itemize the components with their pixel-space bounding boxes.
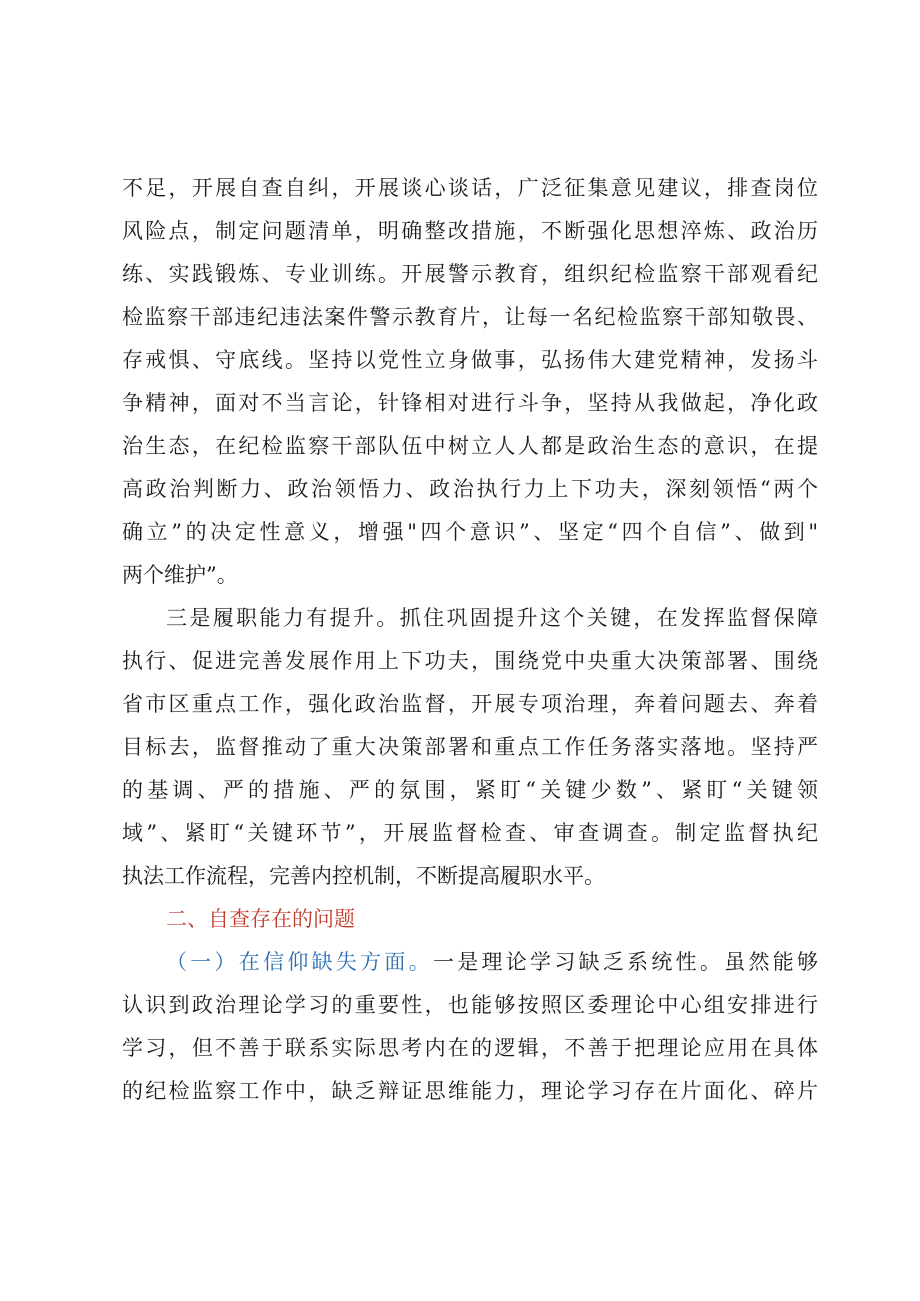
paragraph-line: 执法工作流程，完善内控机制，不断提高履职水平。	[122, 864, 605, 888]
paragraph-line: 三是履职能力有提升。抓住巩固提升这个关键，在发挥监督保障	[166, 606, 818, 630]
subsection-first-line	[166, 947, 818, 977]
paragraph-line: 不足，开展自查自纠，开展谈心谈话，广泛征集意见建议，排查岗位	[122, 176, 818, 200]
paragraph-line: 目标去，监督推动了重大决策部署和重点工作任务落实落地。坚持严	[122, 735, 818, 759]
paragraph-line: 的纪检监察工作中，缺乏辩证思维能力，理论学习存在片面化、碎片	[122, 1079, 818, 1103]
paragraph-line: 争精神，面对不当言论，针锋相对进行斗争，坚持从我做起，净化政	[122, 391, 818, 415]
paragraph-line: 学习，但不善于联系实际思考内在的逻辑，不善于把理论应用在具体	[122, 1036, 818, 1060]
paragraph-line: 确立”的决定性意义，增强"四个意识”、坚定“四个自信”、做到"	[122, 520, 818, 544]
paragraph-line: 练、实践锻炼、专业训练。开展警示教育，组织纪检监察干部观看纪	[122, 262, 818, 286]
paragraph-line: 的基调、严的措施、严的氛围，紧盯“关键少数”、紧盯“关键领	[122, 778, 818, 802]
paragraph-line: 风险点，制定问题清单，明确整改措施，不断强化思想淬炼、政治历	[122, 219, 818, 243]
paragraph-line: 治生态，在纪检监察干部队伍中树立人人都是政治生态的意识，在提	[122, 434, 818, 458]
paragraph-line: 域”、紧盯“关键环节”，开展监督检查、审查调查。制定监督执纪	[122, 821, 818, 845]
subsection-text: 一是理论学习缺乏系统性。虽然能够	[432, 950, 819, 974]
subsection-label: （一）在信仰缺失方面。	[166, 950, 433, 974]
paragraph-line: 检监察干部违纪违法案件警示教育片，让每一名纪检监察干部知敬畏、	[122, 305, 818, 329]
paragraph-line: 省市区重点工作，强化政治监督，开展专项治理，奔着问题去、奔着	[122, 692, 818, 716]
paragraph-line: 存戒惧、守底线。坚持以党性立身做事，弘扬伟大建党精神，发扬斗	[122, 348, 818, 372]
paragraph-line: 执行、促进完善发展作用上下功夫，围绕党中央重大决策部署、围绕	[122, 649, 818, 673]
section-heading: 二、自查存在的问题	[166, 907, 355, 931]
paragraph-line: 两个维护”。	[122, 563, 238, 587]
paragraph-line: 认识到政治理论学习的重要性，也能够按照区委理论中心组安排进行	[122, 993, 818, 1017]
paragraph-line: 高政治判断力、政治领悟力、政治执行力上下功夫，深刻领悟“两个	[122, 477, 818, 501]
